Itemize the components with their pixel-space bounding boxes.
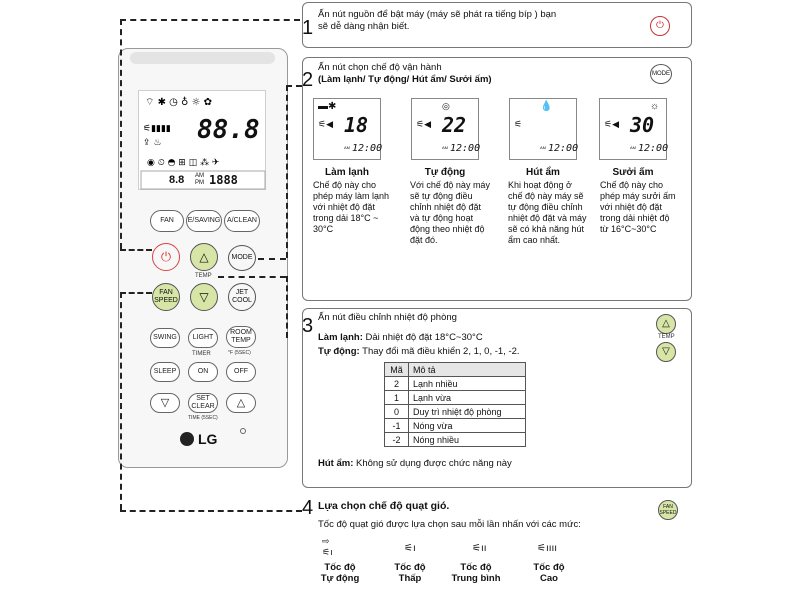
mode-lcd-clock: 12:00 xyxy=(548,143,579,154)
mode-title-heat: Sưởi ấm xyxy=(612,167,654,178)
lcd-am: AM xyxy=(195,173,204,179)
mode-lcd-value: 30 xyxy=(630,113,655,137)
step2-modes-list: (Làm lạnh/ Tự động/ Hút ẩm/ Sưởi ấm) xyxy=(318,74,492,85)
temp-down-button[interactable] xyxy=(190,283,218,311)
step3-cool-line xyxy=(318,332,648,344)
table-cell: Lạnh vừa xyxy=(409,391,526,405)
timer-up-button[interactable] xyxy=(226,393,256,413)
fan-button[interactable]: FAN xyxy=(150,210,184,232)
step1-text xyxy=(318,9,618,33)
fan-level-line1: Tốc độ xyxy=(460,562,492,573)
step2-intro-block xyxy=(318,62,618,86)
connector-2c xyxy=(286,85,302,87)
led-indicator xyxy=(240,428,246,434)
table-cell: -2 xyxy=(385,433,409,447)
lcd-clock: 1888 xyxy=(209,173,238,187)
table-row xyxy=(385,405,526,419)
connector-4b xyxy=(120,292,152,294)
step3-auto-text: Thay đổi mã điều khiển 2, 1, 0, -1, -2. xyxy=(362,346,520,357)
step3-auto-line xyxy=(318,346,648,358)
power-icon: ⏻ xyxy=(160,249,172,264)
fan-icon: ⚟◀ xyxy=(416,119,431,129)
step2-box xyxy=(302,57,692,301)
power-button[interactable] xyxy=(152,243,180,271)
fan-level-line1: Tốc độ xyxy=(324,562,356,573)
fan-level-line2: Thấp xyxy=(398,573,422,584)
connector-2 xyxy=(258,258,286,260)
step1-number: 1 xyxy=(302,17,314,39)
svg-text:⇪ ♨: ⇪ ♨ xyxy=(143,138,162,148)
mode-lcd-cool xyxy=(313,98,381,160)
step2-number: 2 xyxy=(302,69,314,91)
esaving-button[interactable]: E/SAVING xyxy=(186,210,222,232)
step4-text: Tốc độ quạt gió được lựa chọn sau mỗi lần nhấn với các mức: xyxy=(318,519,581,530)
table-header: Mô tả xyxy=(409,363,526,377)
power-icon: ⏻ xyxy=(650,16,670,36)
timer-label: TIMER xyxy=(192,351,211,357)
fan-level-line1: Tốc độ xyxy=(394,562,426,573)
off-button[interactable]: OFF xyxy=(226,362,256,382)
mode-lcd-am: AM xyxy=(630,145,636,150)
mode-desc-auto: Với chế độ này máy sẽ tự động điều chỉnh nhiệt độ đặt và tự động hoạt động theo nhiệt độ đặt đó. xyxy=(410,180,490,245)
connector-1b xyxy=(120,19,300,21)
mode-lcd-value: 22 xyxy=(442,113,467,137)
table-row xyxy=(385,377,526,391)
table-cell: 2 xyxy=(385,377,409,391)
mode-title-auto: Tự động xyxy=(424,167,466,178)
triangle-up-icon: △ xyxy=(199,250,209,264)
mode-icon-button: MODE xyxy=(650,64,672,84)
table-cell: Duy trì nhiệt độ phòng xyxy=(409,405,526,419)
step1-line1: Ấn nút nguồn để bật máy (máy sẽ phát ra tiếng bíp ) bạn xyxy=(318,9,557,20)
table-row xyxy=(385,433,526,447)
time-sub: TIME (5SEC) xyxy=(188,415,218,421)
aclean-button[interactable]: A/CLEAN xyxy=(224,210,260,232)
fan-level-line2: Trung bình xyxy=(451,573,501,584)
fan-level-low xyxy=(380,562,440,584)
jet-cool-button[interactable]: JET COOL xyxy=(228,283,256,311)
svg-text:◉ ⏲ ◓ ⊞ ◫ ⁂ ✈: ◉ ⏲ ◓ ⊞ ◫ ⁂ ✈ xyxy=(147,158,220,168)
connector-1 xyxy=(120,19,122,249)
table-cell: Nóng vừa xyxy=(409,419,526,433)
fan-level-line2: Tự động xyxy=(320,573,360,584)
mode-lcd-am: AM xyxy=(442,145,448,150)
table-cell: -1 xyxy=(385,419,409,433)
temp-label-step3: TEMP xyxy=(658,334,675,340)
lcd-temp: 88.8 xyxy=(197,115,260,145)
auto-icon: ◎ xyxy=(442,101,450,111)
room-temp-button[interactable]: ROOM TEMP xyxy=(226,326,256,348)
fan-high-icon: ⚟ıııı xyxy=(537,543,558,554)
lcd-pm: PM xyxy=(195,180,204,186)
connector-3 xyxy=(218,276,286,278)
mode-desc-heat: Chế độ này cho phép máy sưởi ấm với nhiệt độ đặt trong dải nhiệt độ từ 16°C~30°C xyxy=(600,180,676,234)
temp-up-button[interactable] xyxy=(190,243,218,271)
table-cell: 1 xyxy=(385,391,409,405)
table-header: Mã xyxy=(385,363,409,377)
mode-desc-cool: Chế độ này cho phép máy làm lạnh với nhiệt độ đặt trong dải 18°C ~ 30°C xyxy=(313,180,390,234)
svg-text:⚟▮▮▮▮: ⚟▮▮▮▮ xyxy=(143,124,171,134)
mode-lcd-clock: 12:00 xyxy=(352,143,383,154)
mode-title-dry: Hút ẩm xyxy=(526,167,560,178)
triangle-up-icon: △ xyxy=(236,397,246,409)
connector-3b xyxy=(286,276,288,338)
table-header-row xyxy=(385,363,526,377)
mode-desc-dry: Khi hoạt động ở chế độ này máy sẽ tự động điều chỉnh nhiệt độ đặt và máy sẽ có khả năng hút ẩm cao nhất. xyxy=(508,180,587,245)
fan-auto-icon: ⇨ ⚟ı xyxy=(322,536,333,557)
fan-level-mid xyxy=(446,562,506,584)
fan-icon: ⚟◀ xyxy=(318,119,333,129)
table-row xyxy=(385,419,526,433)
lcd-small: 8.8 xyxy=(169,174,185,186)
step3-cool-label: Làm lạnh: xyxy=(318,332,363,343)
connector-1c xyxy=(120,249,152,251)
timer-down-button[interactable] xyxy=(150,393,180,413)
swing-button[interactable]: SWING xyxy=(150,328,180,348)
mode-lcd-auto xyxy=(411,98,479,160)
fan-low-icon: ⚟ı xyxy=(404,543,416,554)
fan-icon: ⚟ xyxy=(514,119,523,129)
fan-level-high xyxy=(519,562,579,584)
fan-level-line2: Cao xyxy=(540,573,558,584)
droplet-icon: 💧 xyxy=(540,101,553,112)
mode-lcd-am: AM xyxy=(344,145,350,150)
mode-lcd-clock: 12:00 xyxy=(450,143,481,154)
step3-cool-text: Dải nhiệt độ đặt 18°C~30°C xyxy=(365,332,483,343)
remote-top-sensor xyxy=(130,52,275,64)
step4-number: 4 xyxy=(302,497,314,519)
room-temp-sub: °F (5SEC) xyxy=(228,350,251,356)
svg-text:⌔ ✱ ◷ ♁ ☼ ✿: ⌔ ✱ ◷ ♁ ☼ ✿ xyxy=(145,97,213,108)
table-cell: Nóng nhiều xyxy=(409,433,526,447)
fan-icon: ⚟◀ xyxy=(604,119,619,129)
fan-speed-icon-button: FAN SPEED xyxy=(658,500,678,520)
mode-lcd-am: AM xyxy=(540,145,546,150)
triangle-down-icon: ▽ xyxy=(199,290,209,304)
step3-auto-label: Tự động: xyxy=(318,346,360,357)
step3-dry-label: Hút ẩm: xyxy=(318,458,354,469)
mode-lcd-clock: 12:00 xyxy=(638,143,669,154)
table-row xyxy=(385,391,526,405)
triangle-down-icon: ▽ xyxy=(656,342,676,362)
brand-label: LG xyxy=(198,431,218,447)
temp-label: TEMP xyxy=(195,273,212,279)
set-clear-button[interactable]: SET CLEAR xyxy=(188,393,218,413)
mode-lcd-value: 18 xyxy=(344,113,369,137)
mode-lcd-dry xyxy=(509,98,577,160)
fan-speed-button[interactable]: FAN SPEED xyxy=(152,283,180,311)
sleep-button[interactable]: SLEEP xyxy=(150,362,180,382)
step3-number: 3 xyxy=(302,315,314,337)
code-table xyxy=(384,362,526,447)
light-button[interactable]: LIGHT xyxy=(188,328,218,348)
mode-lcd-heat xyxy=(599,98,667,160)
fan-mid-icon: ⚟ıı xyxy=(472,543,487,554)
connector-2b xyxy=(286,85,288,258)
on-button[interactable]: ON xyxy=(188,362,218,382)
table-cell: 0 xyxy=(385,405,409,419)
lg-logo-icon xyxy=(180,432,194,446)
connector-4c xyxy=(120,510,302,512)
step2-intro: Ấn nút chọn chế độ vận hành xyxy=(318,62,442,73)
snowflake-icon: ▬✱ xyxy=(318,101,337,112)
connector-4 xyxy=(120,292,122,510)
triangle-down-icon: ▽ xyxy=(160,397,170,409)
step3-dry-text: Không sử dụng được chức năng này xyxy=(356,458,512,469)
fan-level-line1: Tốc độ xyxy=(533,562,565,573)
step3-intro: Ấn nút điều chỉnh nhiệt độ phòng xyxy=(318,312,457,323)
sun-icon: ☼ xyxy=(650,101,660,112)
mode-button[interactable]: MODE xyxy=(228,245,256,271)
mode-title-cool: Làm lạnh xyxy=(325,167,369,178)
remote-lcd xyxy=(138,90,266,190)
step4-title: Lựa chọn chế độ quạt gió. xyxy=(318,500,450,512)
step3-dry-line xyxy=(318,458,648,470)
fan-level-auto xyxy=(310,562,370,584)
table-cell: Lạnh nhiều xyxy=(409,377,526,391)
step1-line2: sẽ dễ dàng nhận biết. xyxy=(318,21,410,32)
triangle-up-icon: △ xyxy=(656,314,676,334)
